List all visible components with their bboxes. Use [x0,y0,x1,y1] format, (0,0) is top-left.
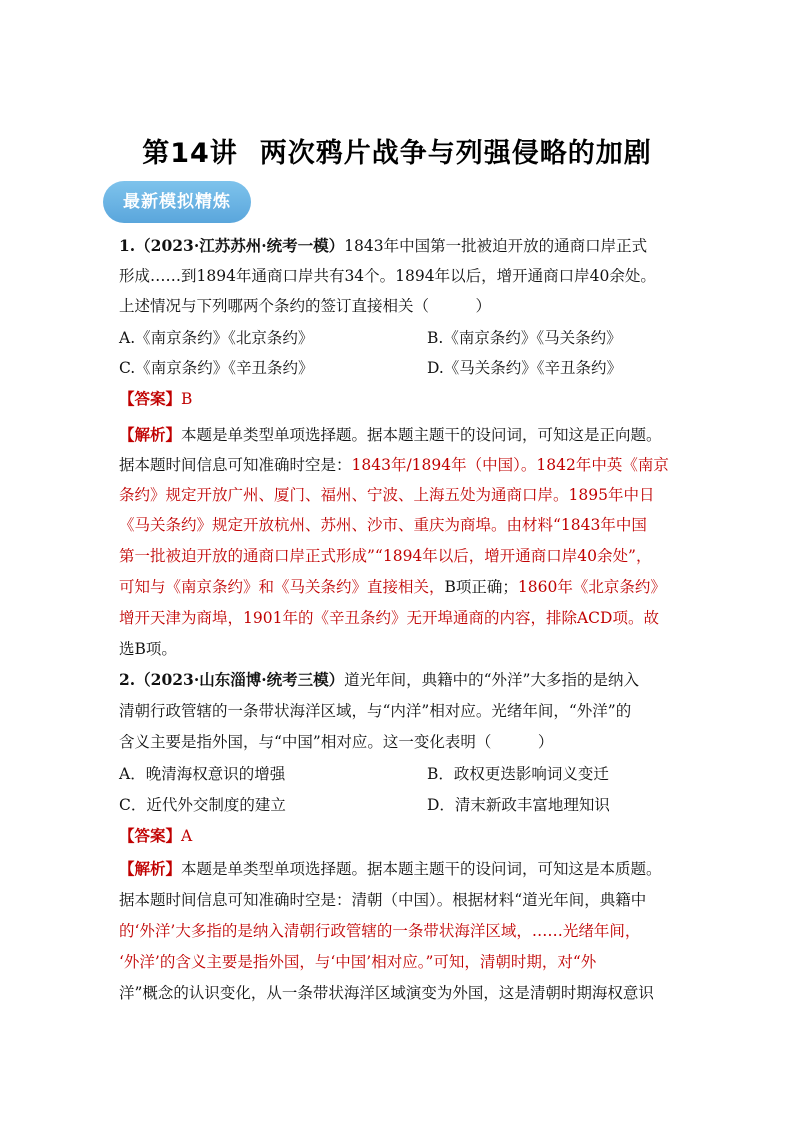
section-badge: 最新模拟精炼 [103,181,251,223]
q2-stem-1: 道光年间，典籍中的“外洋”大多指的是纳入 [344,671,639,689]
q1-line-3: 上述情况与下列哪两个条约的签订直接相关（ ） [119,297,492,315]
q1-analysis-7: 增开天津为商埠，1901年的《辛丑条约》无开埠通商的内容，排除ACD项。故 [119,609,659,627]
q1-analysis-4: 《马关条约》规定开放杭州、苏州、沙市、重庆为商埠。由材料“1843年中国 [119,516,647,534]
q2-option-a: A．晚清海权意识的增强 [119,765,286,783]
q1-analysis-8: 选B项。 [119,640,177,658]
q2-line-3: 含义主要是指外国，与“中国”相对应。这一变化表明（ ） [119,733,554,751]
q2-analysis-1: 【解析】本题是单类型单项选择题。据本题主题干的设问词，可知这是本质题。 [119,859,662,878]
q2-option-d: D．清末新政丰富地理知识 [427,796,610,814]
lecture-topic: 两次鸦片战争与列强侵略的加剧 [259,138,652,169]
q2-line-2: 清朝行政管辖的一条带状海洋区域，与“内洋”相对应。光绪年间，“外洋”的 [119,702,632,720]
q1-option-b: B.《南京条约》《马关条约》 [427,329,622,347]
q1-answer: 【答案】B [119,389,193,408]
q2-answer: 【答案】A [119,826,193,845]
page-title [0,131,794,170]
q2-analysis-4: ‘外洋’的含义主要是指外国，与‘中国’相对应。”可知，清朝时期，对“外 [119,953,597,971]
q1-line-1 [119,236,699,256]
q1-option-c: C.《南京条约》《辛丑条约》 [119,359,314,377]
q2-source: 2.（2023·山东淄博·统考三模） [119,670,345,689]
q1-source: 1.（2023·江苏苏州·统考一模） [119,236,345,255]
q1-option-a: A.《南京条约》《北京条约》 [119,329,314,347]
q1-analysis-1: 【解析】本题是单类型单项选择题。据本题主题干的设问词，可知这是正向题。 [119,425,662,444]
q2-option-c: C．近代外交制度的建立 [119,796,286,814]
q1-stem-1: 1843年中国第一批被迫开放的通商口岸正式 [344,237,648,255]
q2-line-1 [119,670,699,690]
q1-analysis-2: 据本题时间信息可知准确时空是：1843年/1894年（中国）。1842年中英《南京 [119,456,669,474]
q1-analysis-6: 可知与《南京条约》和《马关条约》直接相关，B项正确；1860年《北京条约》 [119,578,666,596]
q1-option-d: D.《马关条约》《辛丑条约》 [427,359,623,377]
q1-analysis-3: 条约》规定开放广州、厦门、福州、宁波、上海五处为通商口岸。1895年中日 [119,486,655,504]
q2-analysis-3: 的‘外洋’大多指的是纳入清朝行政管辖的一条带状海洋区域，……光绪年间， [119,922,641,940]
q2-analysis-5: 洋”概念的认识变化，从一条带状海洋区域演变为外国，这是清朝时期海权意识 [119,984,654,1002]
q1-analysis-5: 第一批被迫开放的通商口岸正式形成”“1894年以后，增开通商口岸40余处”， [119,547,652,565]
lecture-number: 第14讲 [142,138,238,169]
q2-analysis-2: 据本题时间信息可知准确时空是：清朝（中国）。根据材料“道光年间，典籍中 [119,891,647,909]
q2-option-b: B．政权更迭影响词义变迁 [427,765,609,783]
q1-line-2: 形成……到1894年通商口岸共有34个。1894年以后，增开通商口岸40余处。 [119,267,656,285]
